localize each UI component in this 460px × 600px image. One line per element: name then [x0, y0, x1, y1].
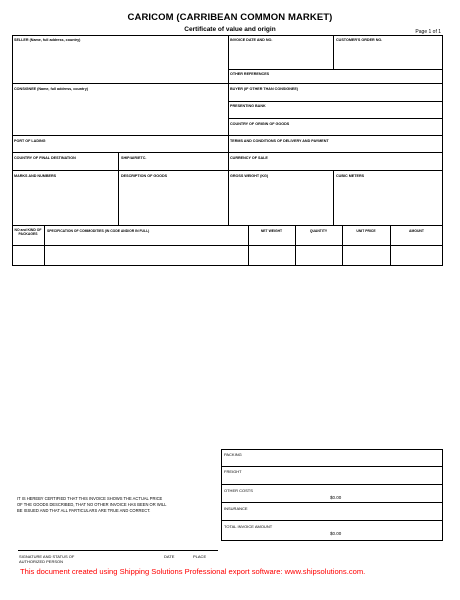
divider	[228, 101, 443, 102]
document-subtitle: Certificate of value and origin	[184, 26, 276, 33]
divider	[221, 466, 443, 467]
col-header-amount: AMOUNT	[409, 229, 424, 233]
divider	[12, 245, 443, 246]
total-invoice-amount-label: TOTAL INVOICE AMOUNT	[224, 524, 273, 529]
seller-label: SELLER (Name, full address, country)	[14, 38, 81, 42]
page-number: Page 1 of 1	[415, 29, 441, 35]
col-header-unit-price: UNIT PRICE	[356, 229, 376, 233]
divider	[12, 225, 443, 226]
presenting-bank-label: PRESENTING BANK	[230, 104, 266, 108]
place-label: PLACE	[193, 554, 207, 559]
certification-line-2: OF THE GOODS DESCRIBED, THAT NO OTHER INVOICE HAS BEEN OR WILL	[17, 502, 167, 507]
divider	[118, 152, 119, 170]
other-costs-value: $0.00	[330, 495, 342, 500]
ship-air-label: SHIP/AIR/ETC.	[121, 156, 147, 160]
country-of-origin-label: COUNTRY OF ORIGIN OF GOODS	[230, 122, 290, 126]
terms-conditions-label: TERMS AND CONDITIONS OF DELIVERY AND PAYMENT	[230, 139, 329, 143]
buyer-label: BUYER (IF OTHER THAN CONSIGNEE)	[230, 87, 299, 91]
divider	[12, 135, 443, 136]
divider	[221, 520, 443, 521]
cubic-meters-label: CUBIC METERS	[336, 174, 365, 178]
divider	[228, 118, 443, 119]
packing-label: PACKING	[224, 452, 242, 457]
col-header-quantity: QUANTITY	[309, 229, 328, 233]
other-costs-label: OTHER COSTS	[224, 488, 253, 493]
divider	[228, 69, 443, 70]
document-title: CARICOM (CARRIBEAN COMMON MARKET)	[127, 12, 333, 23]
col-header-net-weight: NET WEIGHT	[260, 229, 283, 233]
divider	[44, 225, 45, 266]
signature-line	[18, 550, 218, 551]
consignee-label: CONSIGNEE (Name, full address, country)	[14, 87, 88, 91]
insurance-label: INSURANCE	[224, 506, 248, 511]
port-of-lading-label: PORT OF LADING	[14, 139, 46, 143]
invoice-date-no-label: INVOICE DATE AND NO.	[230, 38, 273, 42]
customers-order-no-label: CUSTOMER'S ORDER NO.	[336, 38, 383, 42]
currency-of-sale-label: CURRENCY OF SALE	[230, 156, 268, 160]
other-references-label: OTHER REFERENCES	[230, 72, 270, 76]
signature-label: SIGNATURE AND STATUS OF	[19, 554, 75, 559]
marks-numbers-label: MARKS AND NUMBERS	[14, 174, 57, 178]
divider	[221, 484, 443, 485]
divider	[12, 83, 443, 84]
certification-line-1: IT IS HEREBY CERTIFIED THAT THIS INVOICE SHOWS THE ACTUAL PRICE	[17, 496, 163, 501]
signature-label-line-2: AUTHORIZED PERSON	[19, 559, 64, 564]
divider	[118, 170, 119, 225]
certification-line-3: BE ISSUED AND THAT ALL PARTICULARS ARE TRUE AND CORRECT.	[17, 508, 151, 513]
freight-label: FREIGHT	[224, 469, 242, 474]
footer-notice: This document created using Shipping Solutions Professional export software: www.shipsolutions.com.	[20, 567, 366, 576]
divider	[333, 35, 334, 69]
col-header-no-kind-packages: NO and KIND OF PACKAGES	[14, 228, 42, 237]
col-header-specification: SPECIFICATION OF COMMODITIES (IN CODE AND/OR IN FULL)	[47, 229, 150, 233]
country-final-destination-label: COUNTRY OF FINAL DESTINATION	[14, 156, 76, 160]
divider	[333, 170, 334, 225]
gross-weight-label: GROSS WEIGHT (KG)	[230, 174, 269, 178]
divider	[221, 502, 443, 503]
description-of-goods-label: DESCRIPTION OF GOODS	[121, 174, 168, 178]
divider	[228, 152, 229, 225]
total-invoice-amount-value: $0.00	[330, 531, 342, 536]
date-label: DATE	[164, 554, 175, 559]
divider	[228, 35, 229, 170]
